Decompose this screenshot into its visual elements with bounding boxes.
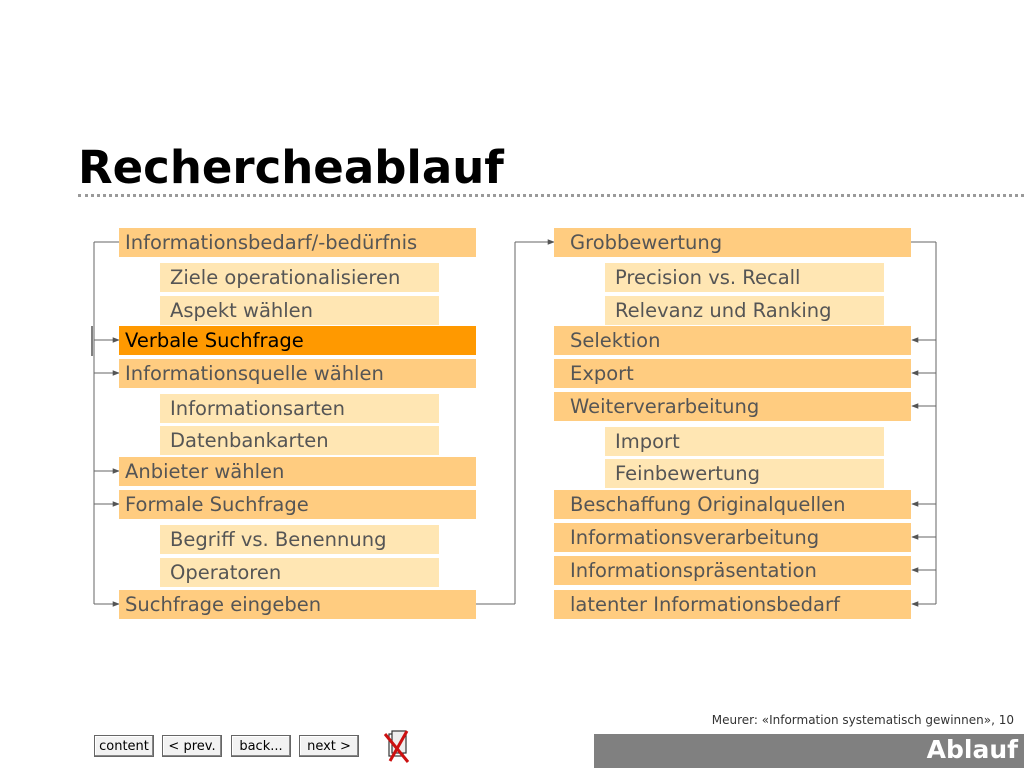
section-badge-label: Ablauf [926,735,1018,764]
right-item-import: Import [605,427,884,456]
right-item-export: Export [554,359,911,388]
right-item-informationsverarbeitung: Informationsverarbeitung [554,523,911,552]
footer-credit: Meurer: «Information systematisch gewinnen», 10 [711,713,1014,727]
right-item-latenter-bedarf: latenter Informationsbedarf [554,590,911,619]
content-button[interactable]: content [94,735,154,757]
right-item-informationspraesentation: Informationspräsentation [554,556,911,585]
left-item-informationsarten: Informationsarten [160,394,439,423]
left-item-anbieter: Anbieter wählen [119,457,476,486]
right-item-relevanz: Relevanz und Ranking [605,296,884,325]
left-item-informationsbedarf: Informationsbedarf/-bedürfnis [119,228,476,257]
page-title: Rechercheablauf [78,141,504,194]
right-item-weiterverarbeitung: Weiterverarbeitung [554,392,911,421]
right-item-precision: Precision vs. Recall [605,263,884,292]
right-item-beschaffung: Beschaffung Originalquellen [554,490,911,519]
left-item-aspekt: Aspekt wählen [160,296,439,325]
left-item-ziele: Ziele operationalisieren [160,263,439,292]
right-item-selektion: Selektion [554,326,911,355]
back-button[interactable]: back... [231,735,291,757]
left-item-formale-suchfrage: Formale Suchfrage [119,490,476,519]
section-badge [594,734,1024,768]
right-item-feinbewertung: Feinbewertung [605,459,884,488]
left-item-informationsquelle: Informationsquelle wählen [119,359,476,388]
left-item-operatoren: Operatoren [160,558,439,587]
left-item-verbale-suchfrage[interactable]: Verbale Suchfrage [119,326,476,355]
left-item-suchfrage-eingeben: Suchfrage eingeben [119,590,476,619]
next-button[interactable]: next > [299,735,359,757]
exit-icon[interactable] [382,728,412,766]
left-item-begriff: Begriff vs. Benennung [160,525,439,554]
left-item-datenbankarten: Datenbankarten [160,426,439,455]
right-item-grobbewertung: Grobbewertung [554,228,911,257]
prev-button[interactable]: < prev. [162,735,222,757]
